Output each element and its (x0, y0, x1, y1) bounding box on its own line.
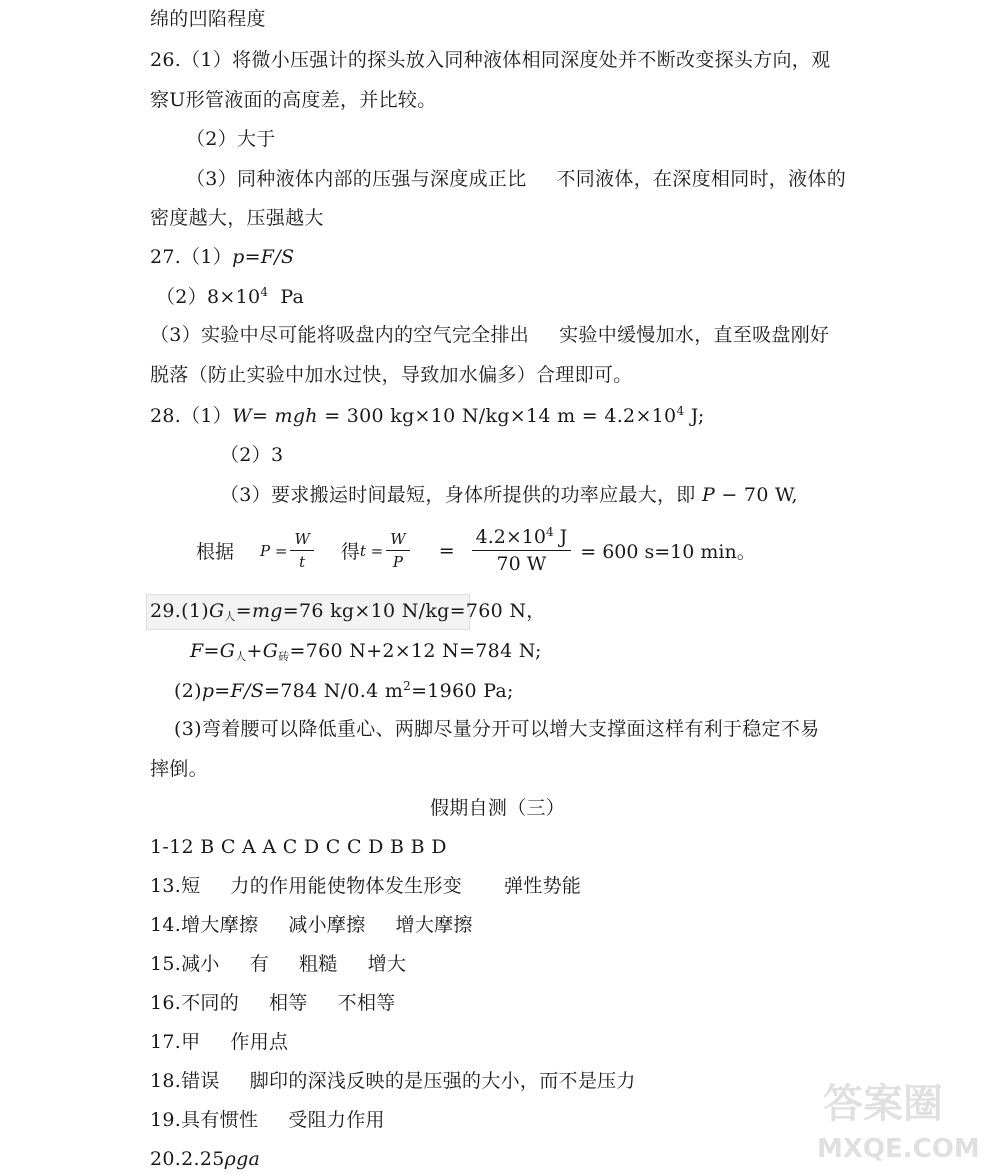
question-29-part-1-cont (190, 638, 542, 664)
question-29-part-3-cont (150, 756, 208, 782)
question-26-line-2 (150, 87, 437, 113)
watermark-logo (813, 1067, 988, 1167)
text-fragment: 作用点 (230, 1031, 289, 1053)
text-fragment: 有 (249, 953, 270, 975)
text-fragment: (2) (174, 680, 202, 702)
fraction-denominator: P (392, 553, 404, 571)
question-27-part-1 (150, 244, 294, 270)
question-26-part-2 (186, 126, 276, 152)
text-fragment: J; (690, 405, 705, 427)
question-26-part-3-cont (150, 205, 324, 231)
text-fragment: =760 N+2×12 N=784 N; (289, 640, 542, 662)
variable: mg (251, 600, 283, 622)
formula: ρga (224, 1148, 261, 1170)
text-fragment: 密度越大，压强越大 (150, 207, 324, 229)
text-fragment: =784 N/0.4 m (264, 680, 404, 702)
text-fragment: （3）要求搬运时间最短，身体所提供的功率应最大，即 (220, 484, 696, 506)
text-line (150, 6, 266, 32)
question-27-part-3-cont (150, 362, 633, 388)
text-fragment: = (235, 600, 252, 622)
text-fragment: 增大摩擦 (395, 914, 473, 936)
text-fragment: 粗糙 (299, 953, 338, 975)
text-fragment: 实验中缓慢加水，直至吸盘刚好 (559, 324, 830, 346)
question-28-part-2 (220, 442, 283, 468)
exponent: 4 (545, 525, 554, 539)
unit: Pa (280, 286, 305, 308)
text-fragment: =1960 Pa; (411, 680, 514, 702)
watermark-text-bottom: MXQE.COM (817, 1134, 980, 1164)
variable: G (262, 640, 279, 662)
text-fragment: 增大 (367, 953, 407, 975)
text-fragment: （2）8×10 (156, 286, 261, 308)
fraction-denominator: 70 W (496, 553, 547, 575)
text-fragment: 减小摩擦 (288, 914, 366, 936)
text-fragment: 19.具有惯性 (150, 1109, 259, 1131)
text-fragment: 不相等 (337, 992, 396, 1014)
fraction-numerator: W (386, 530, 409, 551)
exponent: 4 (676, 404, 685, 418)
text-fragment: 14.增大摩擦 (150, 914, 259, 936)
text-fragment: + (246, 640, 263, 662)
question-26-line-1 (150, 47, 830, 73)
question-29-part-2 (174, 678, 514, 704)
answer-line (150, 834, 447, 860)
text-fragment: 1-12 B C A A C D C C D B B D (150, 836, 447, 858)
text-fragment: （2）大于 (186, 128, 276, 150)
text-fragment: （3）同种液体内部的压强与深度成正比 (186, 168, 527, 190)
variable: P (701, 484, 716, 506)
text-fragment: 29.(1) (150, 600, 209, 622)
equation-line (196, 526, 756, 575)
answer-line (150, 873, 581, 899)
text-fragment: = 300 kg×10 N/kg×14 m = 4.2×10 (324, 405, 677, 427)
text-fragment: = (203, 640, 220, 662)
section-title (430, 795, 565, 821)
text-fragment: 13.短 (150, 875, 201, 897)
text-fragment: − 70 W, (721, 484, 798, 506)
fraction-numerator: W (290, 530, 313, 551)
question-28-part-3 (220, 482, 798, 508)
variable: P = (260, 541, 288, 560)
text-fragment: 假期自测（三） (430, 797, 566, 819)
text-fragment: 脱落（防止实验中加水过快，导致加水偏多）合理即可。 (150, 364, 633, 386)
text-fragment: 弹性势能 (504, 875, 582, 897)
text-fragment: 4.2×10 (475, 526, 546, 548)
answer-line (150, 912, 473, 938)
text-fragment: 察U形管液面的高度差，并比较。 (150, 89, 437, 111)
text-fragment: 26.（1）将微小压强计的探头放入同种液体相同深度处并不断改变探头方向，观 (150, 49, 831, 71)
text-fragment: 受阻力作用 (288, 1109, 385, 1131)
answer-line (150, 1068, 636, 1094)
fraction-w-over-t (290, 530, 313, 571)
text-fragment: （3）实验中尽可能将吸盘内的空气完全排出 (150, 324, 530, 346)
fraction-denominator: t (299, 553, 306, 571)
text-fragment: 15.减小 (150, 953, 220, 975)
text-fragment: 不同液体，在深度相同时，液体的 (556, 168, 847, 190)
formula: p=F/S (201, 680, 265, 702)
subscript: 人 (224, 610, 236, 623)
subscript: 砖 (278, 650, 290, 663)
variable: G (219, 640, 236, 662)
text-fragment: 20.2.25 (150, 1148, 225, 1170)
question-29-part-3 (174, 716, 819, 742)
text-fragment: J (559, 526, 568, 548)
answer-line (150, 1146, 260, 1172)
variable: W (232, 405, 252, 427)
text-fragment: 脚印的深浅反映的是压强的大小，而不是压力 (249, 1070, 636, 1092)
text-fragment: = (251, 405, 269, 427)
text-fragment: 28.（1） (150, 405, 233, 427)
question-27-part-2 (156, 284, 304, 310)
watermark-text-top: 答案圈 (823, 1081, 943, 1127)
text-fragment: 得 (340, 541, 360, 563)
question-29-part-1 (150, 598, 546, 624)
text-fragment: 力的作用能使物体发生形变 (230, 875, 463, 897)
fraction-numerator (472, 526, 572, 551)
text-fragment: 根据 (196, 541, 235, 563)
text-fragment: (3)弯着腰可以降低重心、两脚尽量分开可以增大支撑面这样有利于稳定不易 (174, 718, 820, 740)
text-fragment: = (438, 539, 455, 562)
variable: F (190, 640, 204, 662)
fraction-w-over-p (386, 530, 409, 571)
exponent: 4 (260, 285, 269, 299)
text-fragment: 16.不同的 (150, 992, 240, 1014)
answer-line (150, 1107, 385, 1133)
text-fragment: 摔倒。 (150, 758, 208, 780)
variable: G (208, 600, 225, 622)
question-26-part-3 (186, 166, 846, 192)
answer-line (150, 1029, 288, 1055)
question-28-part-1 (150, 403, 705, 429)
text-fragment: 绵的凹陷程度 (150, 8, 266, 30)
answer-line (150, 951, 406, 977)
text-fragment: 27.（1） (150, 246, 233, 268)
text-fragment: 相等 (269, 992, 308, 1014)
answer-line (150, 990, 396, 1016)
text-fragment: 18.错误 (150, 1070, 220, 1092)
text-fragment: =76 kg×10 N/kg=760 N， (282, 600, 546, 622)
text-fragment: （2）3 (220, 444, 284, 466)
text-fragment: = 600 s=10 min。 (580, 541, 756, 563)
variable: mgh (274, 405, 318, 427)
text-fragment: 17.甲 (150, 1031, 201, 1053)
exponent: 2 (403, 679, 412, 693)
subscript: 人 (235, 650, 247, 663)
variable: t = (359, 541, 384, 560)
fraction-value (472, 526, 572, 575)
formula: p=F/S (232, 246, 295, 268)
question-27-part-3 (150, 322, 829, 348)
